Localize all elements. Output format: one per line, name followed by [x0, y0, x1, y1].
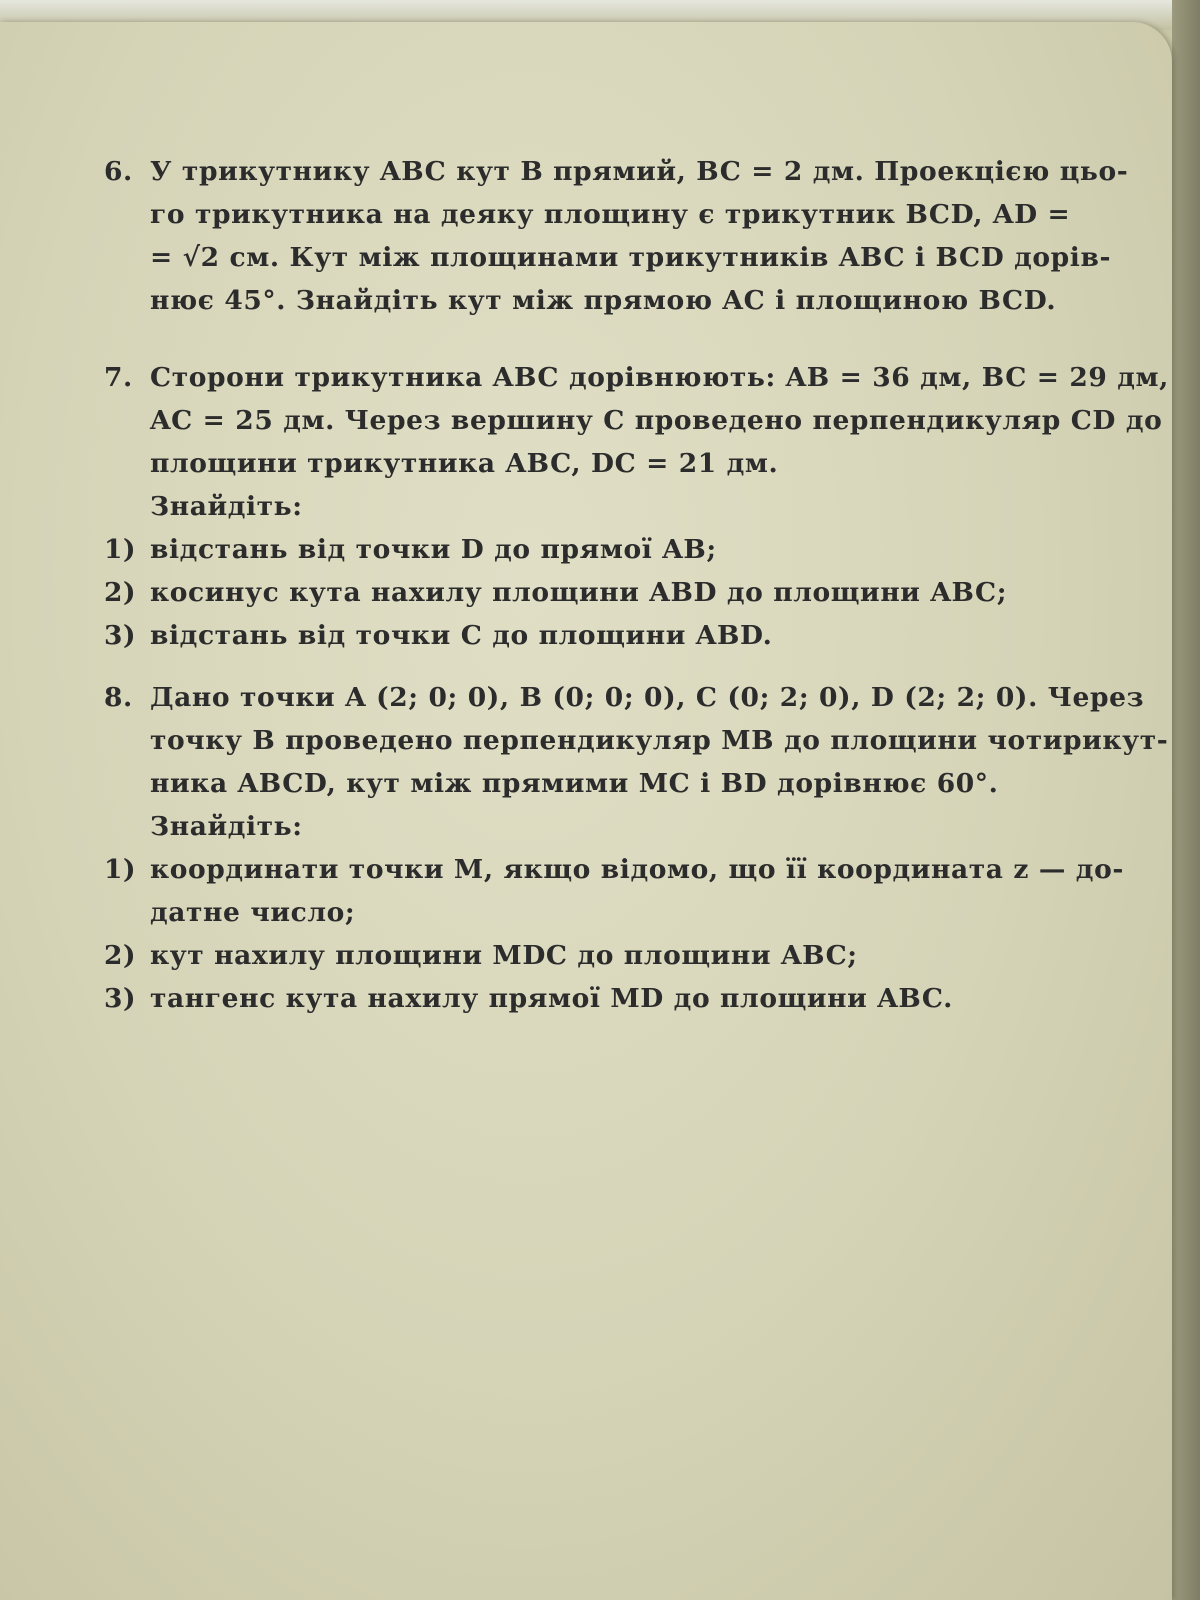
- sub-item: [104, 571, 1144, 614]
- book-page: [0, 22, 1172, 1600]
- sub-item-number: 3): [104, 983, 137, 1014]
- problem-7: [104, 356, 1169, 657]
- sub-item-text: датне число;: [150, 897, 356, 928]
- sub-item-number: 2): [104, 577, 137, 608]
- problem-number: 8.: [104, 682, 133, 713]
- sub-item-text: косинус кута нахилу площини ABD до площини ABC;: [150, 577, 1008, 608]
- problem-text: Сторони трикутника ABC дорівнюють: AB = 36 дм, BC = 29 дм,: [150, 362, 1169, 393]
- problem-text: нює 45°. Знайдіть кут між прямою AC і площиною BCD.: [150, 285, 1057, 316]
- problem-text: AC = 25 дм. Через вершину C проведено перпендикуляр CD до: [150, 405, 1163, 436]
- problem-text: точку B проведено перпендикуляр MB до площини чотирикут-: [150, 725, 1169, 756]
- problem-line: [104, 485, 1144, 528]
- sub-item: [104, 528, 1144, 571]
- sub-item: [104, 848, 1144, 891]
- problem-text: площини трикутника ABC, DC = 21 дм.: [150, 448, 779, 479]
- problem-line: [104, 356, 1169, 399]
- sub-item: [104, 614, 1144, 657]
- problem-6: [104, 150, 1144, 322]
- problem-number: 6.: [104, 156, 133, 187]
- problem-line: [104, 399, 1163, 442]
- problem-line: [104, 805, 1144, 848]
- sub-item: [104, 977, 1144, 1020]
- problem-line: [104, 236, 1144, 279]
- sub-item-text: координати точки M, якщо відомо, що її координата z — до-: [150, 854, 1124, 885]
- sub-item: [104, 934, 1144, 977]
- problem-8: [104, 676, 1169, 1020]
- sub-item: [104, 891, 1144, 934]
- sub-item-number: 2): [104, 940, 137, 971]
- problem-line: [104, 719, 1169, 762]
- book-spine: [1172, 0, 1200, 1600]
- problem-line: [104, 279, 1144, 322]
- problem-text: Знайдіть:: [150, 811, 303, 842]
- sub-item-text: кут нахилу площини MDC до площини ABC;: [150, 940, 858, 971]
- problem-text: У трикутнику ABC кут B прямий, BC = 2 дм. Проекцією цьо-: [150, 156, 1129, 187]
- sub-item-text: відстань від точки C до площини ABD.: [150, 620, 773, 651]
- problem-line: [104, 442, 1144, 485]
- sub-item-number: 1): [104, 534, 137, 565]
- problem-text: = √2 см. Кут між площинами трикутників ABC і BCD дорів-: [150, 242, 1112, 273]
- problem-number: 7.: [104, 362, 133, 393]
- sub-item-number: 3): [104, 620, 137, 651]
- problem-line: [104, 193, 1144, 236]
- problem-line: [104, 676, 1144, 719]
- sub-item-number: 1): [104, 854, 137, 885]
- problem-line: [104, 762, 1144, 805]
- problem-text: го трикутника на деяку площину є трикутник BCD, AD =: [150, 199, 1071, 230]
- sub-item-text: тангенс кута нахилу прямої MD до площини ABC.: [150, 983, 953, 1014]
- problem-text: Знайдіть:: [150, 491, 303, 522]
- problem-text: Дано точки A (2; 0; 0), B (0; 0; 0), C (0; 2; 0), D (2; 2; 0). Через: [150, 682, 1145, 713]
- sub-item-text: відстань від точки D до прямої AB;: [150, 534, 717, 565]
- problem-line: [104, 150, 1144, 193]
- problem-text: ника ABCD, кут між прямими MC і BD дорівнює 60°.: [150, 768, 999, 799]
